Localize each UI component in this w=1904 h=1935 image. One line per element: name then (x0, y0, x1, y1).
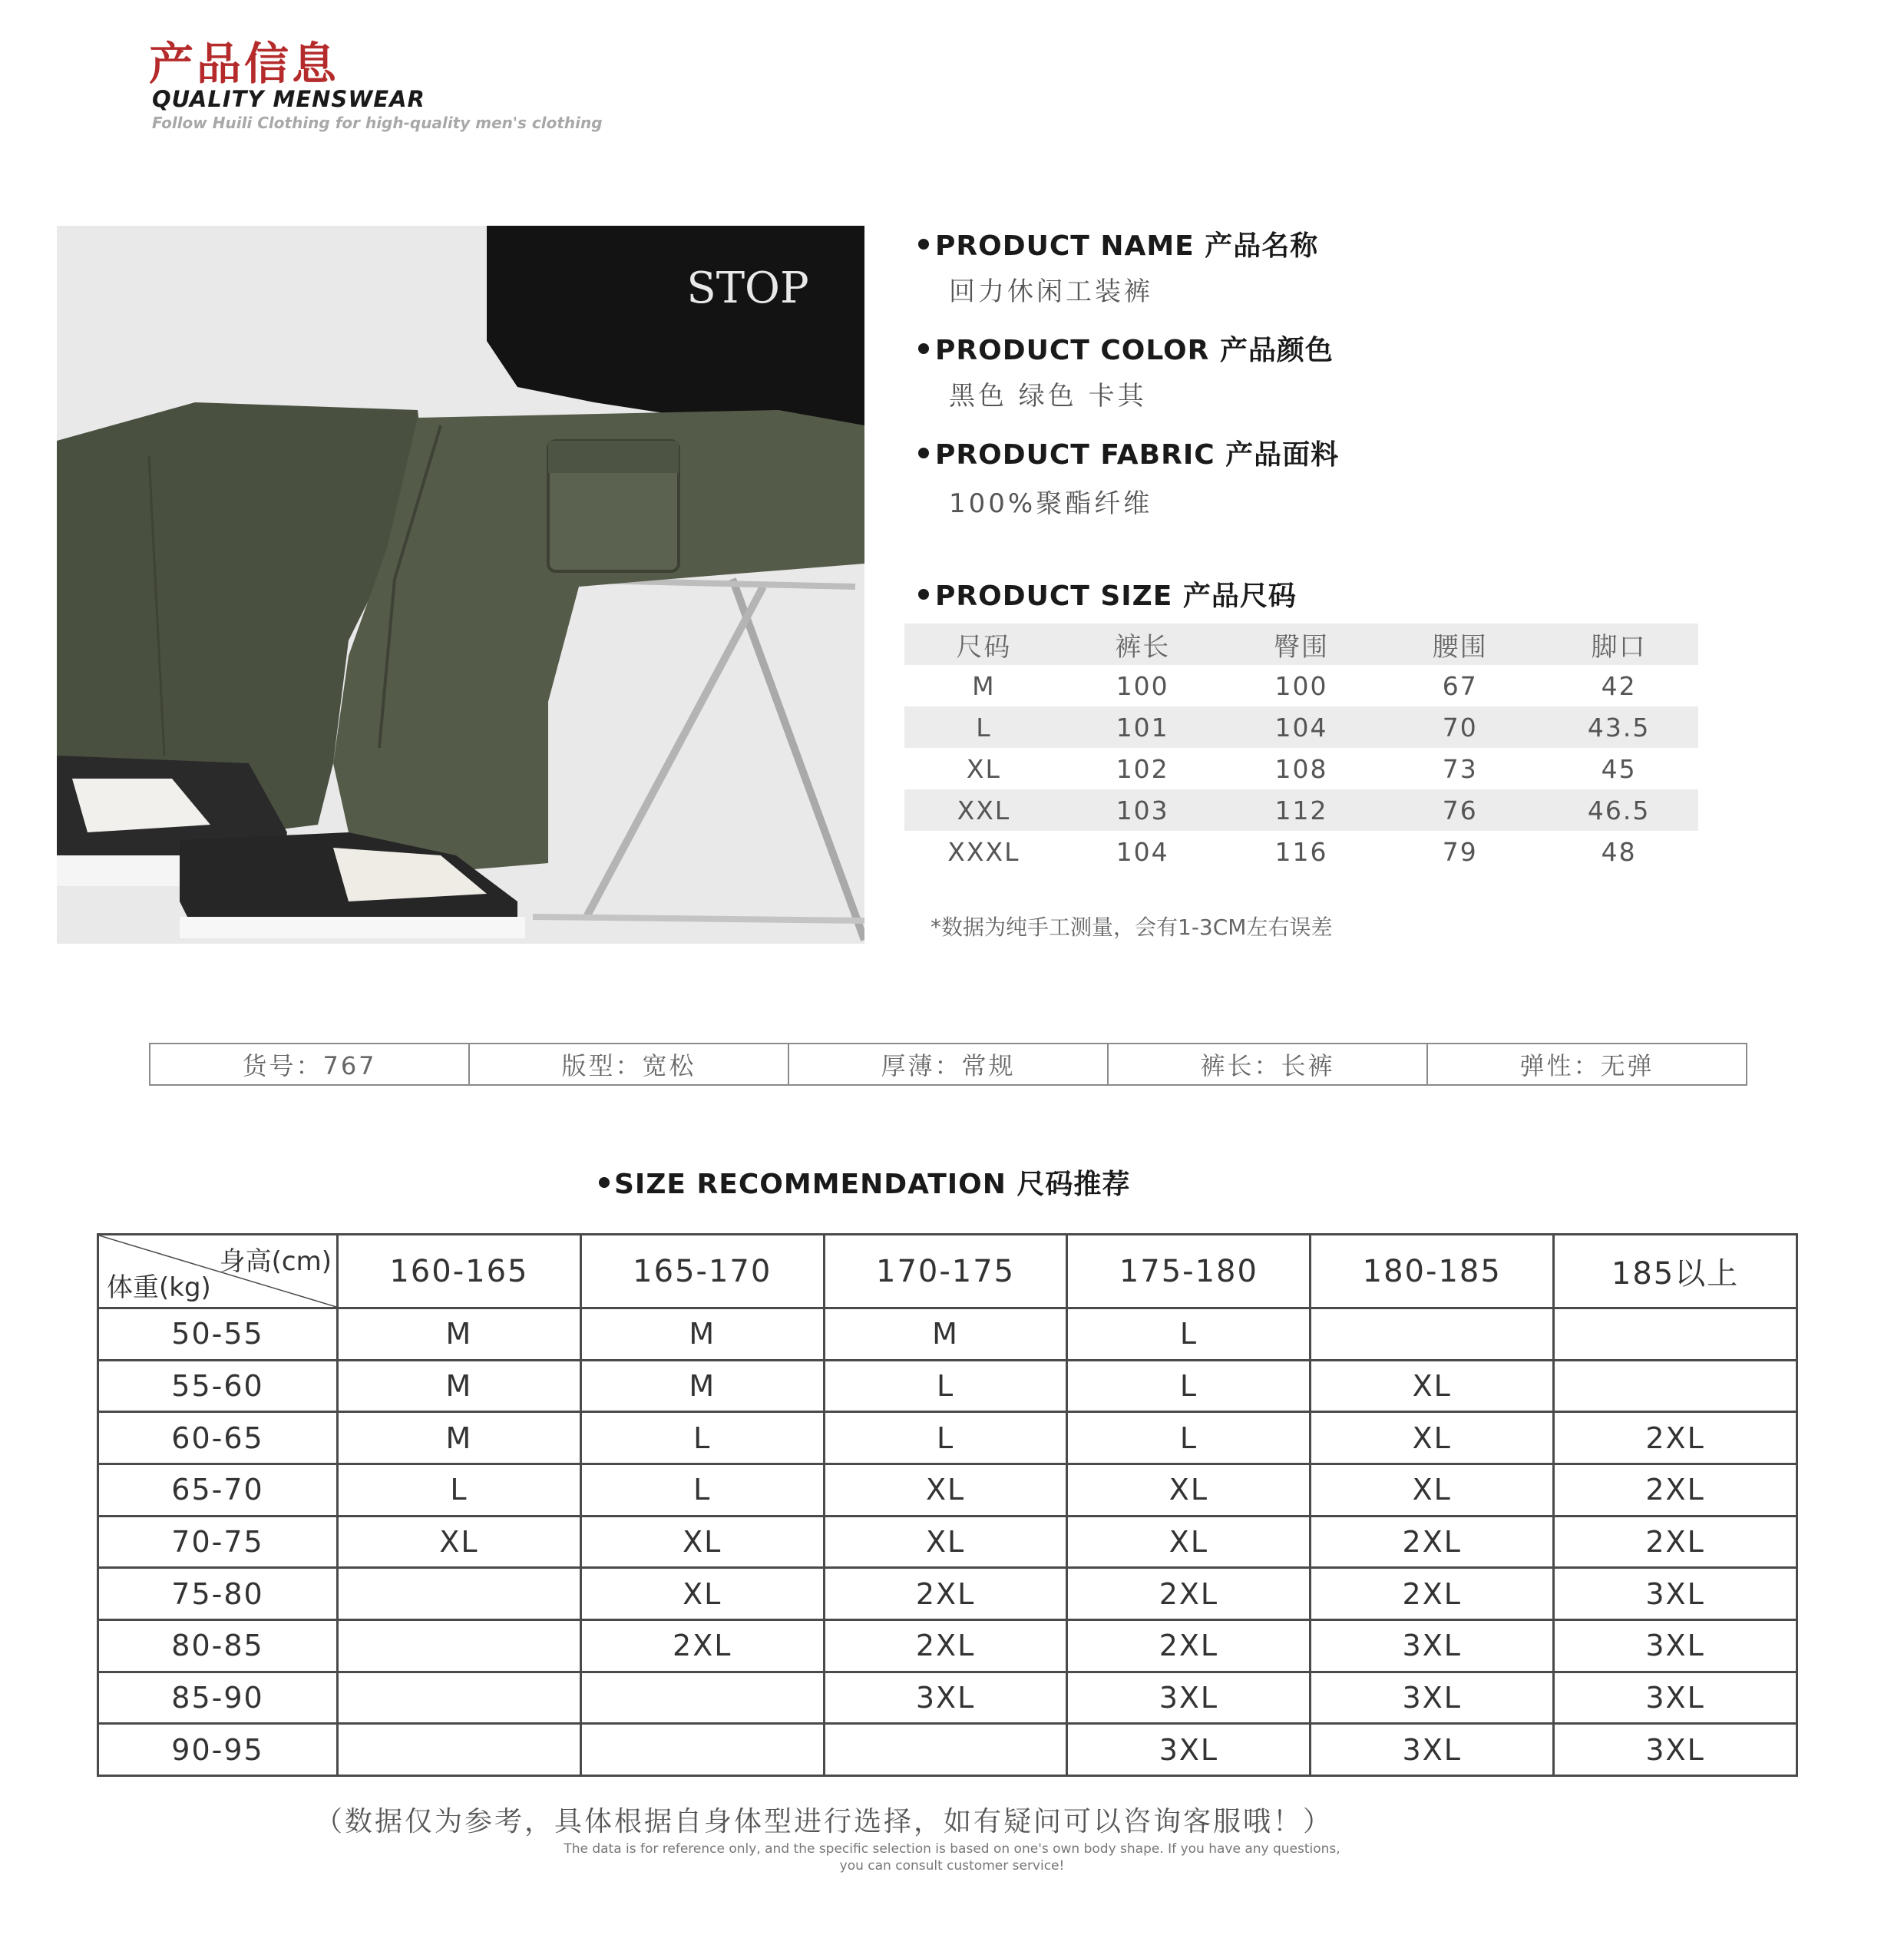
size-cell: 3XL (1311, 1672, 1554, 1724)
table-corner (98, 1235, 338, 1308)
table-row (904, 789, 1698, 831)
table-row (98, 1568, 1797, 1620)
column-header: 裤长 (1115, 631, 1171, 663)
size-cell: 3XL (1554, 1672, 1797, 1724)
size-cell: XL (1067, 1516, 1311, 1568)
size-cell: M (338, 1360, 581, 1412)
size-cell: XL (1311, 1464, 1554, 1516)
table-cell: XXL (957, 795, 1011, 825)
table-cell: 112 (1274, 795, 1328, 825)
size-cell: 2XL (824, 1568, 1067, 1620)
weight-header: 60-65 (98, 1412, 338, 1464)
bullet-icon (918, 589, 929, 600)
brand-subtitle: QUALITY MENSWEAR (152, 86, 425, 112)
product-color-heading: PRODUCT COLOR 产品颜色 (918, 329, 1532, 368)
size-cell (1311, 1308, 1554, 1361)
height-header: 160-165 (338, 1235, 581, 1308)
table-cell: XXXL (947, 836, 1020, 867)
product-fabric-heading: PRODUCT FABRIC 产品面料 (918, 433, 1532, 472)
size-cell (338, 1672, 581, 1724)
weight-header: 50-55 (98, 1308, 338, 1361)
size-cell: L (1067, 1412, 1311, 1464)
size-cell: XL (824, 1516, 1067, 1568)
recommendation-table (97, 1233, 1798, 1777)
size-cell: 2XL (1311, 1568, 1554, 1620)
size-cell: 2XL (1067, 1568, 1311, 1620)
size-cell (580, 1672, 824, 1724)
table-cell: 46.5 (1587, 795, 1651, 825)
size-cell: 3XL (1067, 1724, 1311, 1776)
table-cell: 70 (1442, 712, 1478, 743)
size-cell: 2XL (580, 1619, 824, 1672)
height-header: 185以上 (1554, 1235, 1797, 1308)
product-photo (57, 226, 864, 944)
brand-tagline: Follow Huili Clothing for high-quality men's clothing (152, 114, 603, 132)
size-cell: 3XL (824, 1672, 1067, 1724)
footer-note-en: you can consult customer service! (839, 1858, 1065, 1874)
size-cell: 2XL (1554, 1464, 1797, 1516)
size-cell: 2XL (1067, 1619, 1311, 1672)
size-cell (824, 1724, 1067, 1776)
table-row (904, 665, 1698, 706)
height-header: 170-175 (824, 1235, 1067, 1308)
column-header: 臀围 (1273, 631, 1329, 663)
attribute-item: 货号：767 (150, 1044, 470, 1084)
size-cell: 2XL (1554, 1412, 1797, 1464)
size-cell: XL (338, 1516, 581, 1568)
table-cell: 43.5 (1587, 712, 1651, 743)
height-header: 180-185 (1311, 1235, 1554, 1308)
attribute-item: 裤长：长裤 (1109, 1044, 1428, 1084)
size-cell: 3XL (1554, 1619, 1797, 1672)
size-cell: L (1067, 1308, 1311, 1361)
bullet-icon (918, 448, 929, 458)
page-title: 产品信息 (149, 38, 340, 90)
height-header: 175-180 (1067, 1235, 1311, 1308)
table-cell: 102 (1116, 753, 1169, 784)
size-cell: XL (580, 1568, 824, 1620)
size-cell: L (338, 1464, 581, 1516)
table-row (98, 1308, 1797, 1361)
attribute-item: 版型：宽松 (470, 1044, 789, 1084)
attribute-item: 弹性：无弹 (1519, 1051, 1654, 1080)
size-cell: L (824, 1412, 1067, 1464)
footer-note-cn: （数据仅为参考，具体根据自身体型进行选择，如有疑问可以咨询客服哦！） (315, 1806, 1334, 1837)
table-cell: 76 (1442, 795, 1478, 825)
weight-header: 75-80 (98, 1568, 338, 1620)
table-cell: 42 (1601, 670, 1637, 701)
weight-header: 85-90 (98, 1672, 338, 1724)
size-cell: M (338, 1308, 581, 1361)
recommendation-heading: SIZE RECOMMENDATION 尺码推荐 (599, 1163, 1130, 1202)
weight-header: 80-85 (98, 1619, 338, 1672)
size-cell: 2XL (1554, 1516, 1797, 1568)
size-cell: XL (580, 1516, 824, 1568)
size-cell: 3XL (1311, 1619, 1554, 1672)
size-cell: XL (824, 1464, 1067, 1516)
size-cell: L (824, 1360, 1067, 1412)
size-cell: L (1067, 1360, 1311, 1412)
table-row (98, 1619, 1797, 1672)
cargo-pants-illustration (57, 226, 864, 944)
table-cell: 104 (1116, 836, 1169, 867)
product-name-heading: PRODUCT NAME 产品名称 (918, 224, 1532, 263)
column-header: 腰围 (1432, 631, 1488, 663)
table-cell: 73 (1442, 753, 1478, 784)
weight-axis-label: 体重(kg) (107, 1272, 211, 1303)
size-cell: 3XL (1554, 1568, 1797, 1620)
table-cell: 101 (1116, 712, 1169, 743)
table-row (98, 1672, 1797, 1724)
table-cell: 100 (1116, 670, 1169, 701)
size-cell: 2XL (824, 1619, 1067, 1672)
table-cell: 79 (1442, 836, 1478, 867)
size-cell (1554, 1360, 1797, 1412)
product-name-value: 回力休闲工装裤 (949, 276, 1153, 307)
table-row (904, 748, 1698, 789)
size-table-header (904, 624, 1698, 665)
product-size-heading: PRODUCT SIZE 产品尺码 (918, 574, 1532, 614)
product-color-value: 黑色 绿色 卡其 (949, 381, 1147, 412)
table-row (904, 706, 1698, 748)
table-cell: 104 (1274, 712, 1328, 743)
size-cell: XL (1311, 1360, 1554, 1412)
size-cell (338, 1724, 581, 1776)
weight-header: 70-75 (98, 1516, 338, 1568)
size-cell (338, 1568, 581, 1620)
table-cell: 67 (1442, 670, 1478, 701)
size-cell (1554, 1308, 1797, 1361)
column-header: 尺码 (956, 631, 1012, 663)
size-cell: 3XL (1067, 1672, 1311, 1724)
bullet-icon (918, 239, 929, 250)
table-row (904, 831, 1698, 872)
attribute-bar (149, 1043, 1747, 1086)
height-header: 165-170 (580, 1235, 824, 1308)
size-table (904, 624, 1698, 872)
table-cell: 116 (1274, 836, 1328, 867)
bullet-icon (918, 343, 929, 354)
measurement-note: *数据为纯手工测量，会有1-3CM左右误差 (931, 915, 1333, 940)
table-cell: L (976, 712, 992, 743)
size-cell: L (580, 1412, 824, 1464)
table-row (98, 1360, 1797, 1412)
table-cell: 103 (1116, 795, 1169, 825)
table-cell: 48 (1601, 836, 1637, 867)
table-cell: 100 (1274, 670, 1328, 701)
size-cell (338, 1619, 581, 1672)
table-cell: M (972, 670, 996, 701)
bullet-icon (599, 1177, 610, 1188)
recommendation-header-row (98, 1235, 1797, 1308)
table-cell: XL (966, 753, 1001, 784)
size-cell: XL (1067, 1464, 1311, 1516)
weight-header: 65-70 (98, 1464, 338, 1516)
height-axis-label: 身高(cm) (219, 1246, 332, 1277)
table-cell: 45 (1601, 753, 1637, 784)
table-row (98, 1516, 1797, 1568)
attribute-item: 厚薄：常规 (789, 1044, 1109, 1084)
product-fabric-value: 100%聚酯纤维 (949, 488, 1153, 519)
size-cell: M (824, 1308, 1067, 1361)
size-cell: 3XL (1554, 1724, 1797, 1776)
table-cell: 108 (1274, 753, 1328, 784)
sweatshirt-print: STOP (686, 263, 809, 313)
size-cell: M (338, 1412, 581, 1464)
size-cell (580, 1724, 824, 1776)
table-row (98, 1464, 1797, 1516)
weight-header: 55-60 (98, 1360, 338, 1412)
size-cell: XL (1311, 1412, 1554, 1464)
footer-note-en: The data is for reference only, and the specific selection is based on one's own body shape. If you have any questions, (564, 1841, 1340, 1857)
table-row (98, 1724, 1797, 1776)
table-row (98, 1412, 1797, 1464)
size-cell: M (580, 1308, 824, 1361)
size-cell: L (580, 1464, 824, 1516)
weight-header: 90-95 (98, 1724, 338, 1776)
size-cell: 2XL (1311, 1516, 1554, 1568)
column-header: 脚口 (1591, 631, 1647, 663)
size-cell: M (580, 1360, 824, 1412)
size-cell: 3XL (1311, 1724, 1554, 1776)
